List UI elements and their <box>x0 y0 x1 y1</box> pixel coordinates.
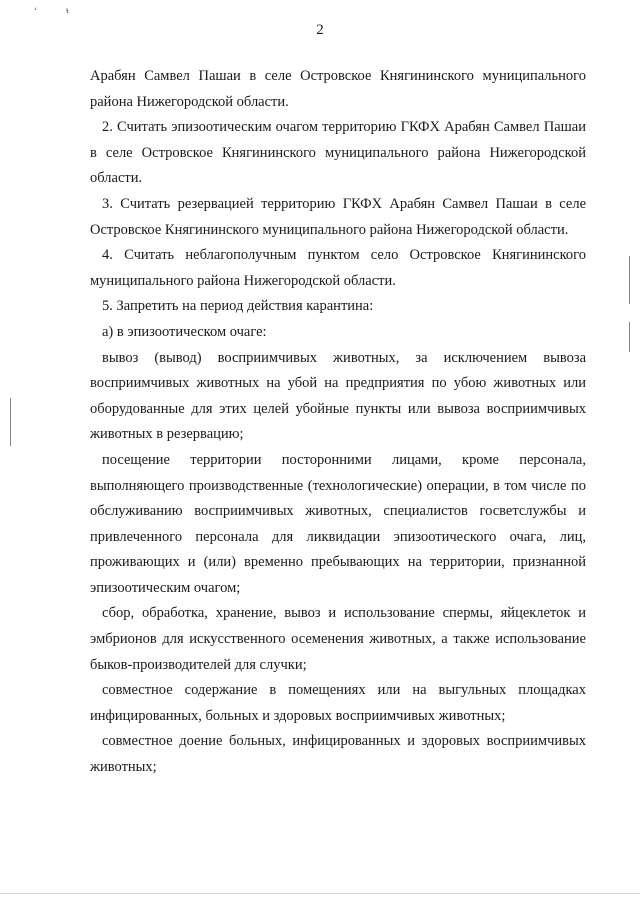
paragraph-item-4: 4. Считать неблагополучным пунктом село Островское Княгининского муниципального района Нижегородской области. <box>90 247 586 289</box>
paragraph-ban-removal: вывоз (вывод) восприимчивых животных, за исключением вывоза восприимчивых животных на убой на предприятия по убою животных или оборудованные для этих целей убойные пункты или вывоза восприимчивых животных в резервацию; <box>90 349 586 443</box>
scan-line-left <box>10 398 11 446</box>
scan-line-bottom <box>0 893 640 894</box>
paragraph-ban-joint-keeping: совместное содержание в помещениях или на выгульных площадках инфицированных, больных и здоровых восприимчивых животных; <box>90 682 586 724</box>
paragraph-ban-joint-milking: совместное доение больных, инфицированных и здоровых восприимчивых животных; <box>90 733 586 776</box>
paragraph-ban-visits: посещение территории посторонними лицами, кроме персонала, выполняющего производственные (технологические) операции, в том числе по обслуживанию восприимчивых животных, специалистов госветслужбы и привлеченного персонала для ликвидации эпизоотического очага, лиц, проживающих и (или) временно пребывающих на территории, признанной эпизоотическим очагом; <box>90 451 586 596</box>
paragraph-item-5: 5. Запретить на период действия карантина: <box>102 298 374 315</box>
paragraph-item-3: 3. Считать резервацией территорию ГКФХ Арабян Самвел Пашаи в селе Островское Княгининского муниципального района Нижегородской области. <box>90 195 586 238</box>
page-number: 2 <box>316 22 324 38</box>
scan-line-right-upper <box>629 256 630 304</box>
document-body <box>90 64 586 781</box>
scan-mark-left: ‘ <box>34 6 37 16</box>
scan-mark-right: ᵼ <box>66 5 69 15</box>
paragraph-item-2: 2. Считать эпизоотическим очагом территорию ГКФХ Арабян Самвел Пашаи в селе Островское Княгининского муниципального района Нижегородской области. <box>90 119 586 187</box>
paragraph-continuation: Арабян Самвел Пашаи в селе Островское Княгининского муниципального района Нижегородской области. <box>90 68 586 110</box>
paragraph-subitem-a: а) в эпизоотическом очаге: <box>102 323 267 340</box>
scan-line-right-lower <box>629 322 630 352</box>
paragraph-ban-semen: сбор, обработка, хранение, вывоз и использование спермы, яйцеклеток и эмбрионов для искусственного осеменения животных, а также использование быков-производителей для случки; <box>90 605 586 673</box>
